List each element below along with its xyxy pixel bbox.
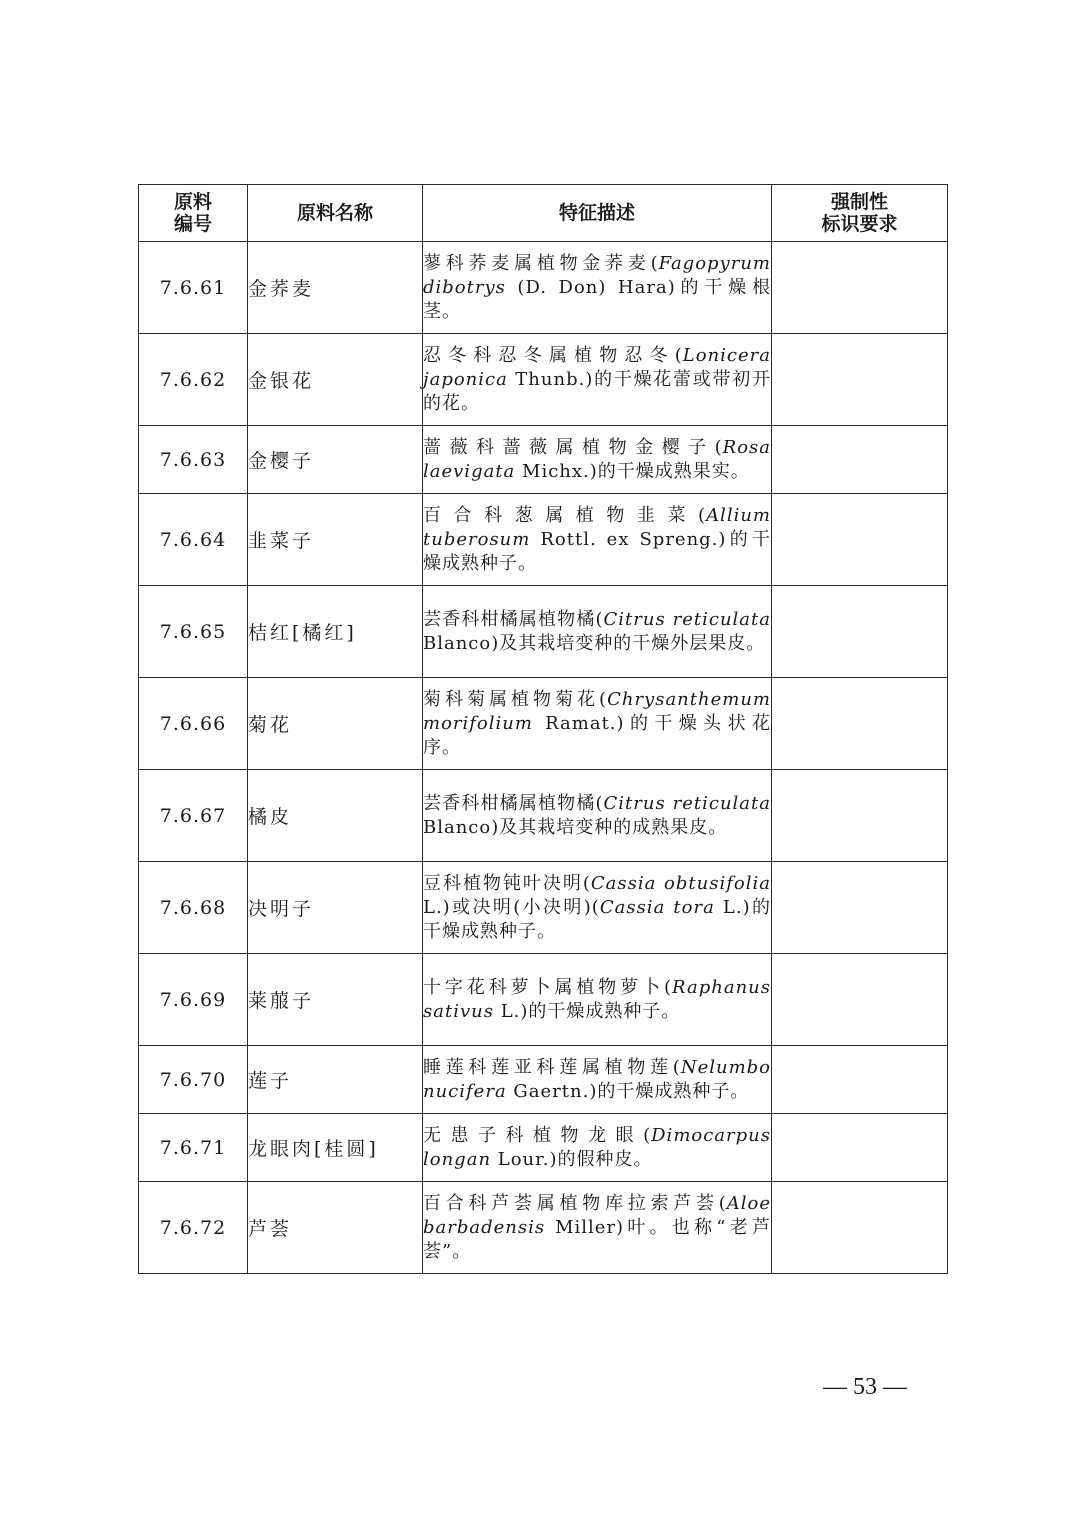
material-description xyxy=(423,426,772,494)
mandatory-label-cell xyxy=(772,678,948,770)
header-code-label: 原料 编号 xyxy=(173,191,212,235)
table-body xyxy=(139,242,948,1274)
description-text: 蓼科荞麦属植物金荞麦( xyxy=(423,252,659,274)
table-header-row xyxy=(139,185,948,242)
description-text: 睡莲科莲亚科莲属植物莲( xyxy=(423,1056,681,1078)
material-code: 7.6.66 xyxy=(139,678,248,770)
description-text: L.)或决明(小决明)( xyxy=(423,896,600,918)
material-description xyxy=(423,770,772,862)
description-text: 百合科芦荟属植物库拉索芦荟( xyxy=(423,1192,727,1214)
description-text: Ramat.)的干燥头状花序。 xyxy=(423,712,771,758)
header-description-label: 特征描述 xyxy=(558,202,635,224)
material-name: 莲子 xyxy=(248,1046,423,1114)
mandatory-label-cell xyxy=(772,1182,948,1274)
description-text: 芸香科柑橘属植物橘( xyxy=(423,792,604,814)
description-text: 忍冬科忍冬属植物忍冬( xyxy=(423,344,683,366)
scientific-name: Citrus reticulata xyxy=(603,608,771,630)
table-row xyxy=(139,1046,948,1114)
description-text: L.)的干燥成熟种子。 xyxy=(423,896,771,942)
table-row xyxy=(139,862,948,954)
material-code: 7.6.72 xyxy=(139,1182,248,1274)
header-name-label: 原料名称 xyxy=(296,202,373,224)
material-code: 7.6.67 xyxy=(139,770,248,862)
material-name: 韭菜子 xyxy=(248,494,423,586)
material-name: 芦荟 xyxy=(248,1182,423,1274)
scientific-name: Cassia obtusifolia xyxy=(590,872,771,894)
material-name: 橘皮 xyxy=(248,770,423,862)
material-name: 决明子 xyxy=(248,862,423,954)
description-text: (D. Don) Hara)的干燥根茎。 xyxy=(423,276,771,322)
table-row xyxy=(139,242,948,334)
description-text: Michx.)的干燥成熟果实。 xyxy=(515,460,750,482)
header-mandatory-label-text: 强制性 标识要求 xyxy=(821,191,898,235)
table-row xyxy=(139,494,948,586)
mandatory-label-cell xyxy=(772,1114,948,1182)
material-name: 桔红[橘红] xyxy=(248,586,423,678)
description-text: 十字花科萝卜属植物萝卜( xyxy=(423,976,673,998)
material-code: 7.6.69 xyxy=(139,954,248,1046)
mandatory-label-cell xyxy=(772,334,948,426)
material-code: 7.6.70 xyxy=(139,1046,248,1114)
scientific-name: Lonicera japonica xyxy=(423,344,771,390)
material-name: 金荞麦 xyxy=(248,242,423,334)
material-code: 7.6.61 xyxy=(139,242,248,334)
description-text: Rottl. ex Spreng.)的干燥成熟种子。 xyxy=(423,528,771,574)
mandatory-label-cell xyxy=(772,954,948,1046)
header-code xyxy=(139,185,248,242)
mandatory-label-cell xyxy=(772,770,948,862)
description-text: 豆科植物钝叶决明( xyxy=(423,872,591,894)
material-description xyxy=(423,1114,772,1182)
table-row xyxy=(139,426,948,494)
material-code: 7.6.64 xyxy=(139,494,248,586)
mandatory-label-cell xyxy=(772,586,948,678)
description-text: Miller)叶。也称“老芦荟”。 xyxy=(423,1216,771,1262)
material-description xyxy=(423,586,772,678)
description-text: L.)的干燥成熟种子。 xyxy=(493,1000,681,1022)
description-text: 菊科菊属植物菊花( xyxy=(423,688,608,710)
description-text: Lour.)的假种皮。 xyxy=(491,1148,653,1170)
material-description xyxy=(423,242,772,334)
description-text: Thunb.)的干燥花蕾或带初开的花。 xyxy=(423,368,771,414)
scientific-name: Dimocarpus longan xyxy=(423,1124,771,1170)
scientific-name: Nelumbo nucifera xyxy=(423,1056,771,1102)
material-code: 7.6.65 xyxy=(139,586,248,678)
description-text: 蔷薇科蔷薇属植物金樱子( xyxy=(423,436,723,458)
material-description xyxy=(423,862,772,954)
table-row xyxy=(139,1182,948,1274)
material-description xyxy=(423,1182,772,1274)
page-number: — 53 — xyxy=(823,1374,907,1400)
description-text: Blanco)及其栽培变种的干燥外层果皮。 xyxy=(423,632,766,654)
scientific-name: Chrysanthemum morifolium xyxy=(423,688,771,734)
material-name: 龙眼肉[桂圆] xyxy=(248,1114,423,1182)
header-mandatory-label xyxy=(772,185,948,242)
mandatory-label-cell xyxy=(772,426,948,494)
material-description xyxy=(423,1046,772,1114)
table-row xyxy=(139,586,948,678)
material-description xyxy=(423,334,772,426)
table-row xyxy=(139,770,948,862)
table-row xyxy=(139,334,948,426)
description-text: Gaertn.)的干燥成熟种子。 xyxy=(506,1080,750,1102)
table-row xyxy=(139,678,948,770)
description-text: 芸香科柑橘属植物橘( xyxy=(423,608,604,630)
material-code: 7.6.62 xyxy=(139,334,248,426)
table-row xyxy=(139,954,948,1046)
material-name: 菊花 xyxy=(248,678,423,770)
material-name: 莱菔子 xyxy=(248,954,423,1046)
material-description xyxy=(423,954,772,1046)
mandatory-label-cell xyxy=(772,862,948,954)
material-table xyxy=(138,184,948,1274)
header-description xyxy=(423,185,772,242)
material-code: 7.6.63 xyxy=(139,426,248,494)
description-text: 百合科葱属植物韭菜( xyxy=(423,504,707,526)
material-description xyxy=(423,678,772,770)
scientific-name: Raphanus sativus xyxy=(423,976,771,1022)
scientific-name: Citrus reticulata xyxy=(603,792,771,814)
scientific-name: Rosa laevigata xyxy=(423,436,771,482)
description-text: 无患子科植物龙眼( xyxy=(423,1124,652,1146)
scientific-name: Fagopyrum dibotrys xyxy=(423,252,771,298)
scientific-name: Cassia tora xyxy=(599,896,715,918)
material-name: 金银花 xyxy=(248,334,423,426)
mandatory-label-cell xyxy=(772,1046,948,1114)
material-description xyxy=(423,494,772,586)
mandatory-label-cell xyxy=(772,494,948,586)
mandatory-label-cell xyxy=(772,242,948,334)
scientific-name: Aloe barbadensis xyxy=(423,1192,771,1238)
header-name xyxy=(248,185,423,242)
material-code: 7.6.68 xyxy=(139,862,248,954)
material-name: 金樱子 xyxy=(248,426,423,494)
table-row xyxy=(139,1114,948,1182)
material-code: 7.6.71 xyxy=(139,1114,248,1182)
scientific-name: Allium tuberosum xyxy=(423,504,771,550)
description-text: Blanco)及其栽培变种的成熟果皮。 xyxy=(423,816,728,838)
